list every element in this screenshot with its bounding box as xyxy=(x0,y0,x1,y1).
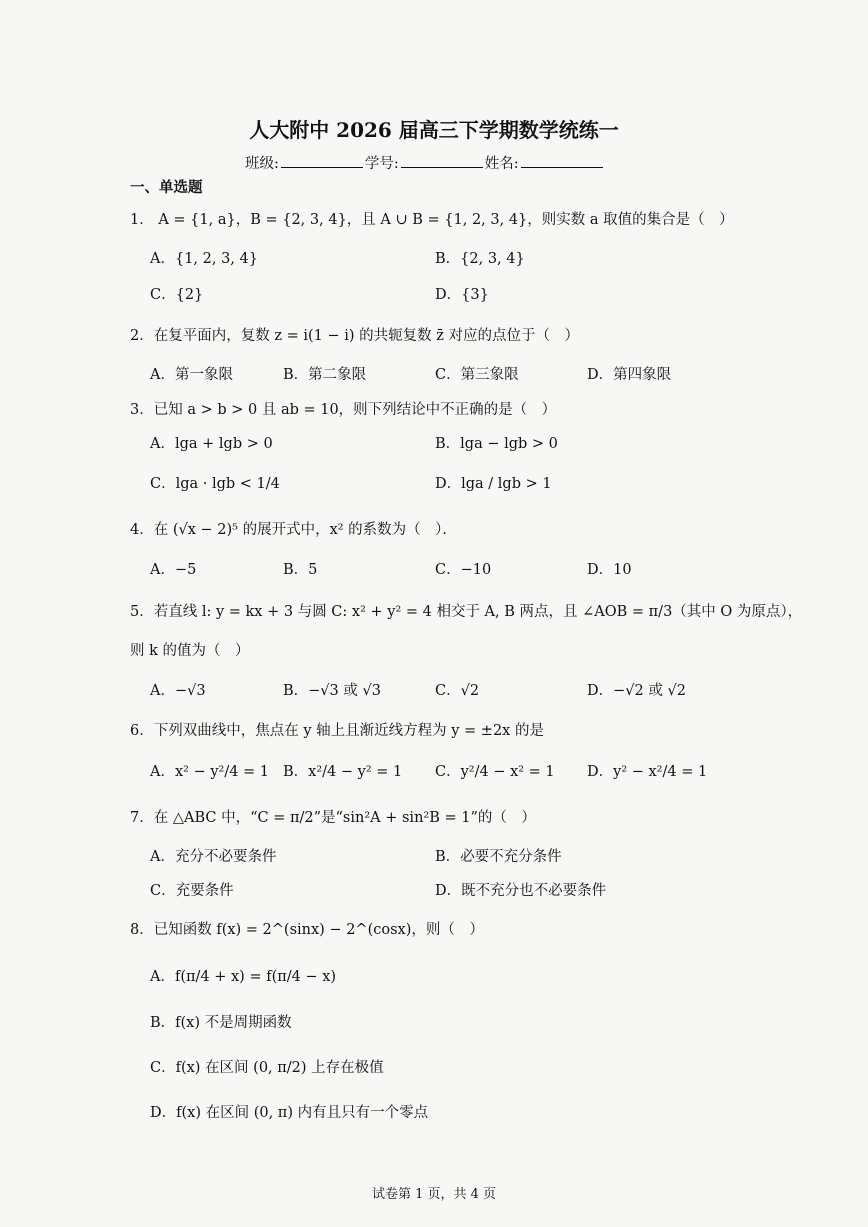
question-1-option-d: D．{3} xyxy=(435,287,489,303)
question-2-option-d: D．第四象限 xyxy=(587,367,672,383)
question-8-stem: 8．已知函数 f(x) = 2^(sinx) − 2^(cosx)，则（ ） xyxy=(130,922,484,938)
question-8-option-b: B．f(x) 不是周期函数 xyxy=(150,1015,292,1031)
question-8-option-a: A．f(π/4 + x) = f(π/4 − x) xyxy=(150,969,337,985)
question-1-stem: 1． A = {1, a}，B = {2, 3, 4}，且 A ∪ B = {1, 2, 3, 4}，则实数 a 取值的集合是（ ） xyxy=(130,212,734,228)
question-5-stem: 5．若直线 l: y = kx + 3 与圆 C: x² + y² = 4 相交于 A, B 两点，且 ∠AOB = π/3（其中 O 为原点）， xyxy=(130,604,803,620)
class-label: 班级: xyxy=(245,156,279,172)
question-8-option-d: D．f(x) 在区间 (0, π) 内有且只有一个零点 xyxy=(150,1105,429,1121)
question-8-option-c: C．f(x) 在区间 (0, π/2) 上存在极值 xyxy=(150,1060,384,1076)
question-3-option-a: A．lga + lgb > 0 xyxy=(150,436,273,452)
question-6-stem: 6．下列双曲线中，焦点在 y 轴上且渐近线方程为 y = ±2x 的是 xyxy=(130,723,544,739)
question-1-option-c: C．{2} xyxy=(150,287,204,303)
question-1-option-b: B．{2, 3, 4} xyxy=(435,251,525,267)
question-7-option-c: C．充要条件 xyxy=(150,883,234,899)
question-3-option-c: C．lga · lgb < 1/4 xyxy=(150,476,280,492)
question-6-option-d: D．y² − x²/4 = 1 xyxy=(587,764,708,780)
page-footer: 试卷第 1 页，共 4 页 xyxy=(371,1187,497,1202)
class-blank xyxy=(281,153,363,168)
question-2-option-b: B．第二象限 xyxy=(283,367,367,383)
question-4-option-b: B．5 xyxy=(283,562,318,578)
question-6-option-b: B．x²/4 − y² = 1 xyxy=(283,764,403,780)
question-3-stem: 3．已知 a > b > 0 且 ab = 10，则下列结论中不正确的是（ ） xyxy=(130,402,557,418)
question-7-option-b: B．必要不充分条件 xyxy=(435,849,562,865)
question-2-option-a: A．第一象限 xyxy=(150,367,233,383)
question-4-option-c: C．−10 xyxy=(435,562,492,578)
question-4-option-d: D．10 xyxy=(587,562,632,578)
question-7-option-d: D．既不充分也不必要条件 xyxy=(435,883,607,899)
question-7-option-a: A．充分不必要条件 xyxy=(150,849,277,865)
question-2-stem: 2．在复平面内，复数 z = i(1 − i) 的共轭复数 z̄ 对应的点位于（ ） xyxy=(130,328,579,344)
question-3-option-d: D．lga / lgb > 1 xyxy=(435,476,552,492)
question-5-option-d: D．−√2 或 √2 xyxy=(587,683,686,699)
question-5-stem-continued: 则 k 的值为（ ） xyxy=(130,643,250,659)
question-4-stem: 4．在 (√x − 2)⁵ 的展开式中，x² 的系数为（ ）． xyxy=(130,522,457,538)
question-7-stem: 7．在 △ABC 中，“C = π/2”是“sin²A + sin²B = 1”的（ ） xyxy=(130,810,536,826)
id-label: 学号: xyxy=(364,156,399,172)
student-info-line xyxy=(245,152,605,173)
question-5-option-c: C．√2 xyxy=(435,683,480,699)
section-title: 一、单选题 xyxy=(130,179,203,196)
id-blank xyxy=(401,153,483,168)
page-title: 人大附中 2026 届高三下学期数学统练一 xyxy=(249,118,619,142)
question-4-option-a: A．−5 xyxy=(150,562,197,578)
question-6-option-c: C．y²/4 − x² = 1 xyxy=(435,764,555,780)
question-5-option-b: B．−√3 或 √3 xyxy=(283,683,381,699)
question-3-option-b: B．lga − lgb > 0 xyxy=(435,436,558,452)
name-label: 姓名: xyxy=(484,156,519,172)
name-blank xyxy=(521,153,603,168)
question-1-option-a: A．{1, 2, 3, 4} xyxy=(150,251,258,267)
question-6-option-a: A．x² − y²/4 = 1 xyxy=(150,764,270,780)
question-2-option-c: C．第三象限 xyxy=(435,367,519,383)
question-5-option-a: A．−√3 xyxy=(150,683,206,699)
